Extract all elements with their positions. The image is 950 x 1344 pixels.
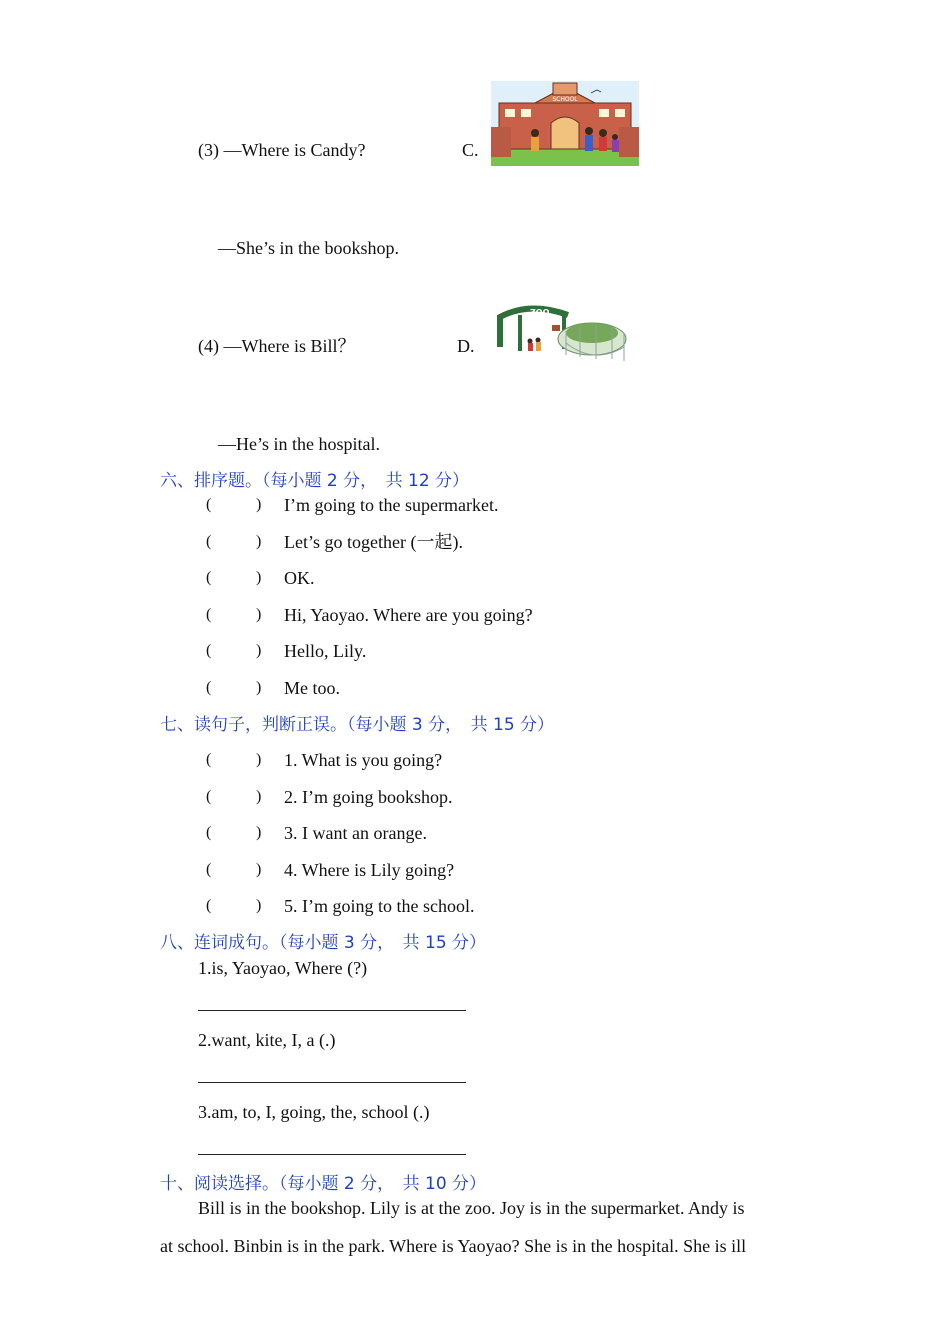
word-order-item: 2.want, kite, I, a (.)	[198, 1030, 336, 1050]
answer-bracket-close: )	[256, 788, 262, 805]
order-item: OK.	[284, 568, 315, 588]
school-sign-text: SCHOOL	[552, 96, 578, 103]
answer-bracket-close: )	[256, 642, 262, 659]
judge-item: 5. I’m going to the school.	[284, 896, 475, 916]
answer-bracket-open: (	[206, 606, 212, 623]
section-10-title: 十、阅读选择。（每小题 2 分， 共 10 分）	[160, 1174, 487, 1194]
order-item: Hello, Lily.	[284, 641, 367, 661]
judge-item: 4. Where is Lily going?	[284, 860, 455, 880]
judge-item: 3. I want an orange.	[284, 823, 427, 843]
answer-bracket-open: (	[206, 788, 212, 805]
answer-bracket-open: (	[206, 824, 212, 841]
answer-bracket-close: )	[256, 751, 262, 768]
answer-line[interactable]	[198, 1154, 466, 1155]
answer-bracket-close: )	[256, 496, 262, 513]
answer-bracket-close: )	[256, 533, 262, 550]
word-order-item: 1.is, Yaoyao, Where (?)	[198, 958, 368, 978]
answer-bracket-open: (	[206, 861, 212, 878]
answer-bracket-open: (	[206, 533, 212, 550]
answer-bracket-close: )	[256, 569, 262, 586]
section-6-title: 六、排序题。（每小题 2 分， 共 12 分）	[160, 471, 470, 491]
order-item: Me too.	[284, 678, 340, 698]
order-item: Hi, Yaoyao. Where are you going?	[284, 605, 533, 625]
judge-item: 1. What is you going?	[284, 750, 443, 770]
answer-line[interactable]	[198, 1082, 466, 1083]
zoo-sign-text: ZOO	[530, 308, 550, 317]
answer-bracket-open: (	[206, 642, 212, 659]
school-picture	[491, 81, 639, 166]
word-order-item: 3.am, to, I, going, the, school (.)	[198, 1102, 430, 1122]
option-c-label: C.	[462, 140, 479, 160]
zoo-picture	[496, 303, 628, 365]
judge-item: 2. I’m going bookshop.	[284, 787, 453, 807]
question-3: (3) —Where is Candy?	[198, 140, 366, 160]
answer-bracket-open: (	[206, 496, 212, 513]
answer-bracket-open: (	[206, 569, 212, 586]
answer-bracket-close: )	[256, 679, 262, 696]
reading-passage-line: Bill is in the bookshop. Lily is at the zoo. Joy is in the supermarket. Andy is	[198, 1198, 745, 1218]
answer-3: —She’s in the bookshop.	[218, 238, 400, 258]
answer-4: —He’s in the hospital.	[218, 434, 380, 454]
reading-passage-line: at school. Binbin is in the park. Where is Yaoyao? She is in the hospital. She is ill	[160, 1236, 747, 1256]
answer-line[interactable]	[198, 1010, 466, 1011]
answer-bracket-open: (	[206, 679, 212, 696]
section-7-title: 七、读句子，判断正误。（每小题 3 分， 共 15 分）	[160, 715, 555, 735]
answer-bracket-open: (	[206, 897, 212, 914]
answer-bracket-close: )	[256, 824, 262, 841]
answer-bracket-close: )	[256, 861, 262, 878]
section-8-title: 八、连词成句。（每小题 3 分， 共 15 分）	[160, 933, 487, 953]
order-item: I’m going to the supermarket.	[284, 495, 499, 515]
answer-bracket-close: )	[256, 606, 262, 623]
question-4: (4) —Where is Bill？	[198, 336, 356, 356]
order-item: Let’s go together (一起).	[284, 532, 463, 552]
answer-bracket-open: (	[206, 751, 212, 768]
option-d-label: D.	[457, 336, 475, 356]
answer-bracket-close: )	[256, 897, 262, 914]
